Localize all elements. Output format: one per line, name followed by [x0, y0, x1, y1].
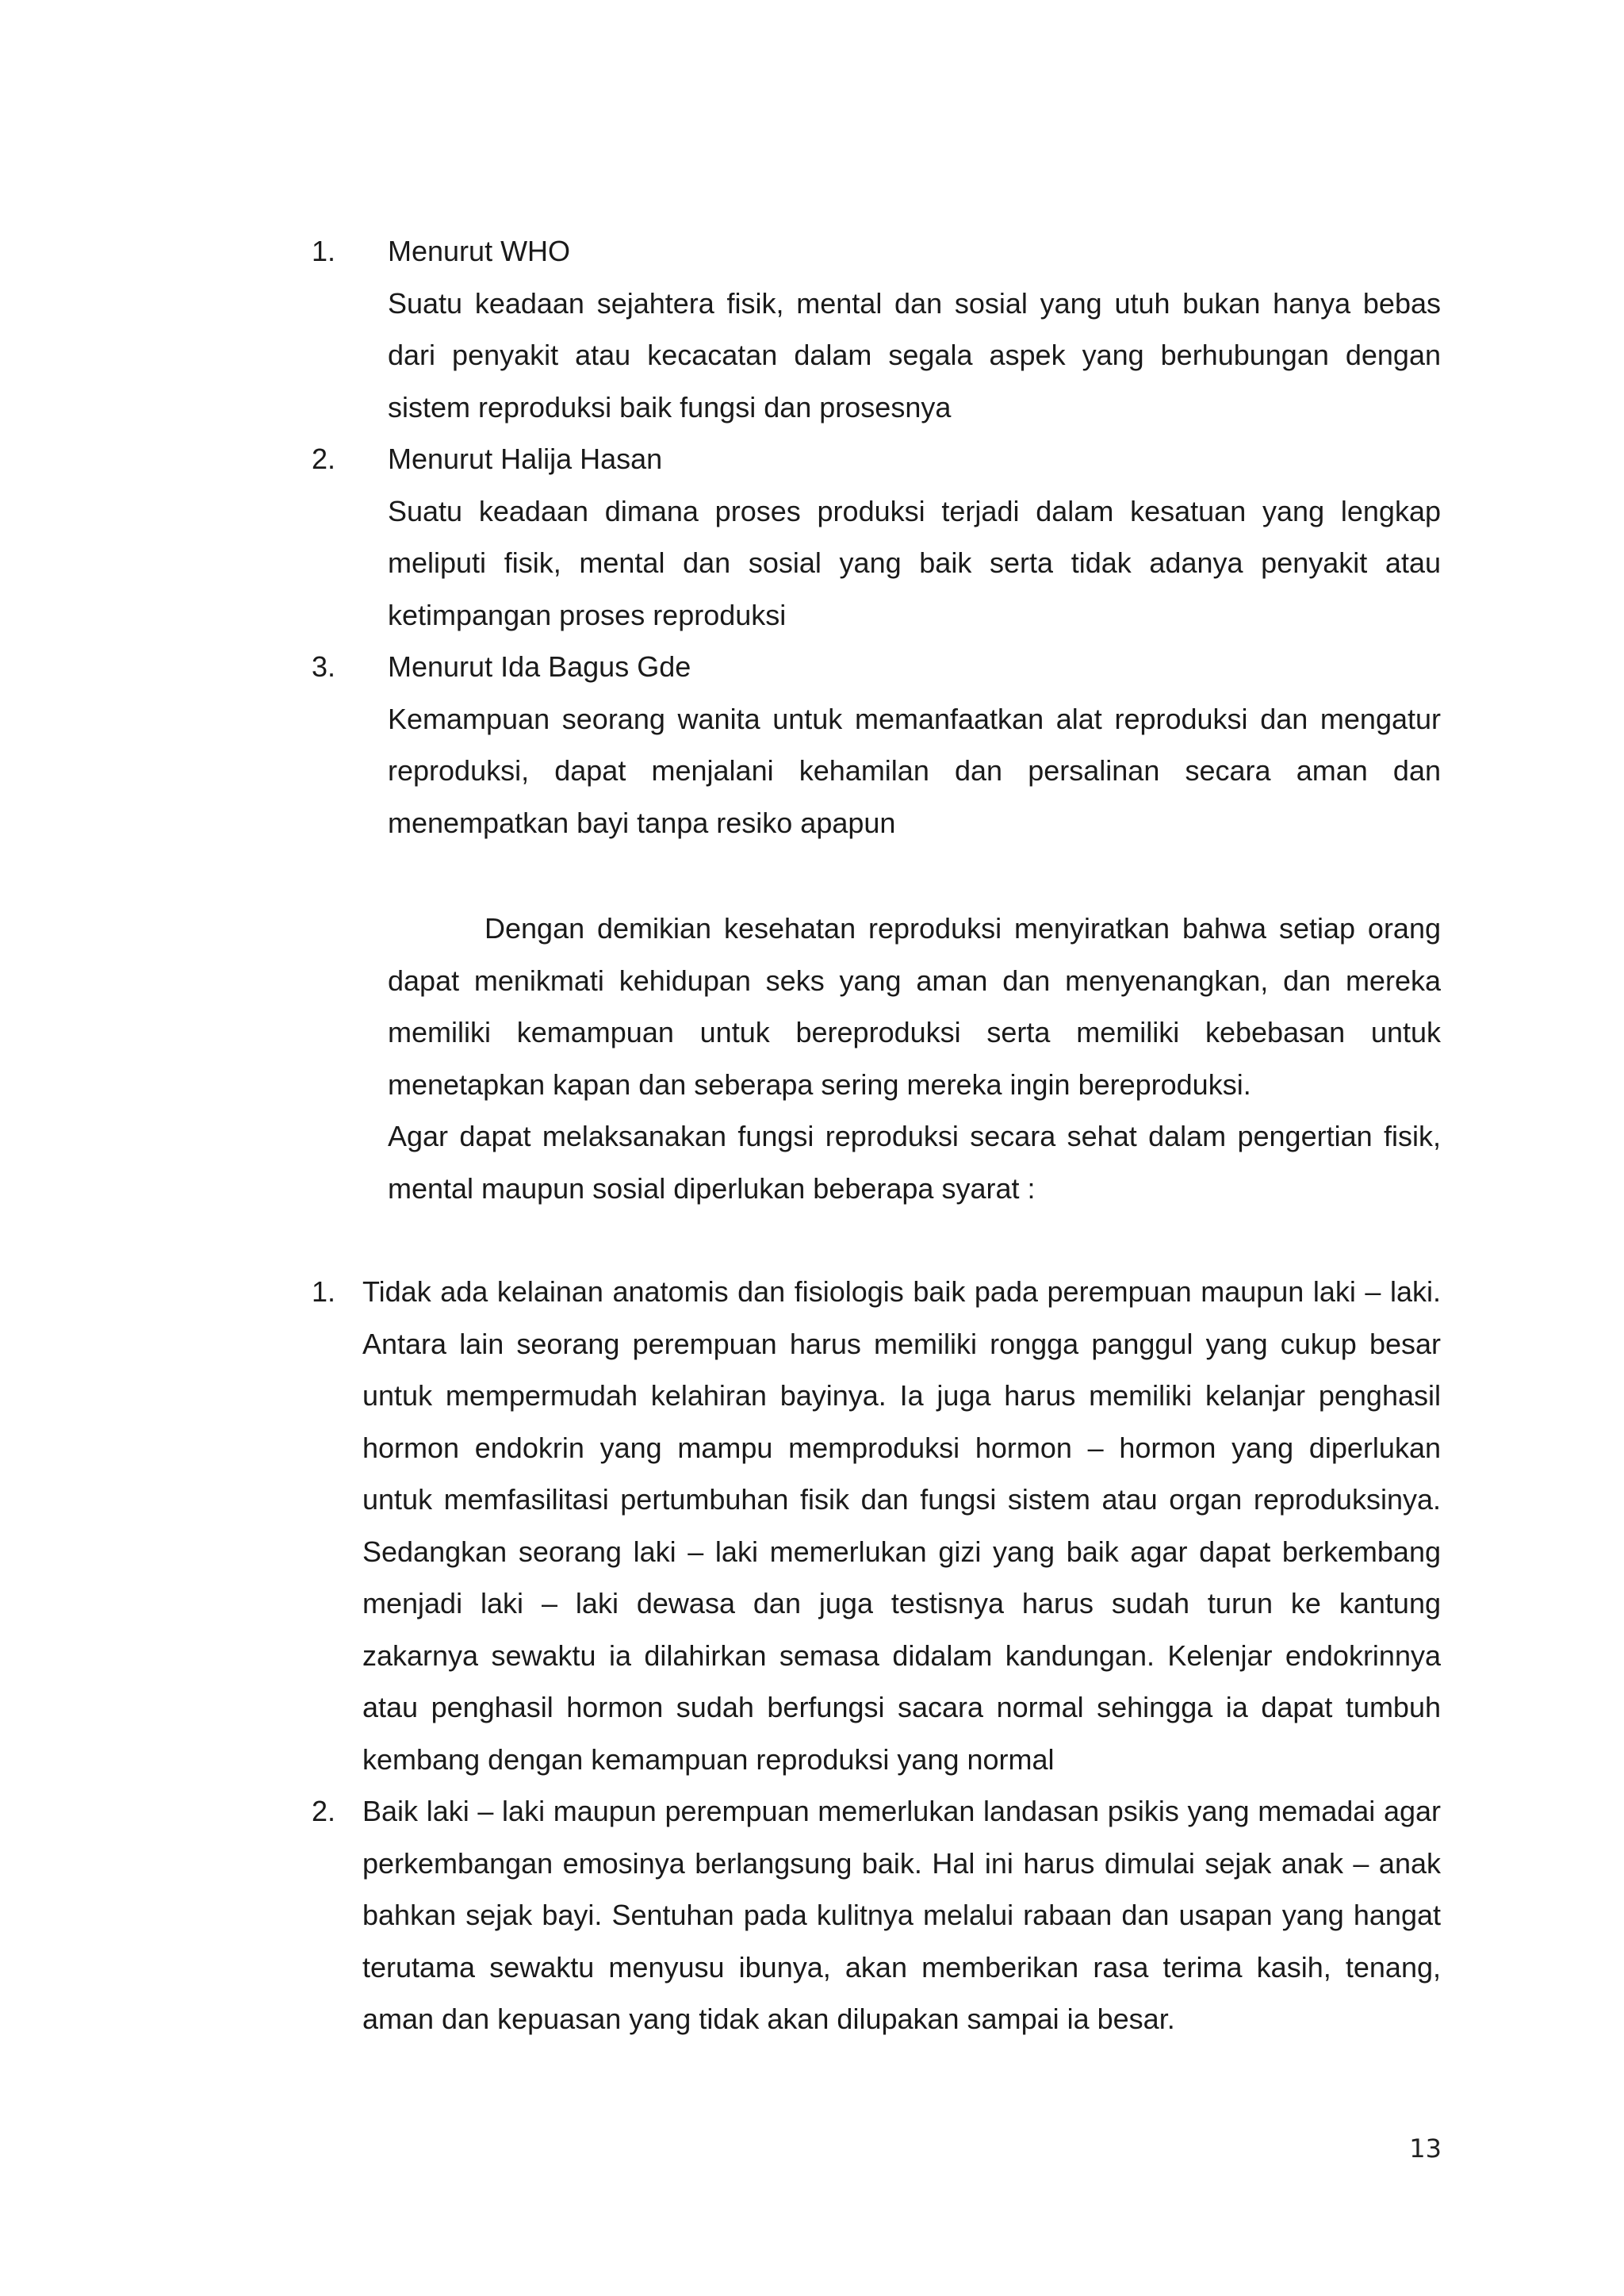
definition-item — [312, 433, 1441, 641]
list-number: 2. — [312, 443, 336, 475]
definition-item — [312, 641, 1441, 849]
requirement-text: Baik laki – laki maupun perempuan memerlukan landasan psikis yang memadai agar perkembangan emosinya berlangsung baik. Hal ini harus dimulai sejak anak – anak bahkan sejak bayi. Sentuhan pada kulitnya melalui rabaan dan usapan yang hangat terutama sewaktu menyusu ibunya, akan memberikan rasa terima kasih, tenang, aman dan kepuasan yang tidak akan dilupakan sampai ia besar. — [362, 1795, 1441, 2035]
definition-text: Kemampuan seorang wanita untuk memanfaatkan alat reproduksi dan mengatur reproduksi, dapat menjalani kehamilan dan persalinan secara aman dan menempatkan bayi tanpa resiko apapun — [388, 702, 1441, 839]
page-number: 13 — [1409, 2133, 1442, 2164]
requirement-item — [312, 1785, 1441, 2045]
body-paragraph: Agar dapat melaksanakan fungsi reproduksi secara sehat dalam pengertian fisik, mental maupun sosial diperlukan beberapa syarat : — [388, 1120, 1441, 1205]
definitions-list — [312, 225, 1441, 849]
definition-heading: Menurut Ida Bagus Gde — [388, 650, 691, 683]
requirement-text: Tidak ada kelainan anatomis dan fisiologis baik pada perempuan maupun laki – laki. Antara lain seorang perempuan harus memiliki rongga panggul yang cukup besar untuk mempermudah kelahiran bayinya. Ia juga harus memiliki kelanjar penghasil hormon endokrin yang mampu memproduksi hormon – hormon yang diperlukan untuk memfasilitasi pertumbuhan fisik dan fungsi sistem atau organ reproduksinya. Sedangkan seorang laki – laki memerlukan gizi yang baik agar dapat berkembang menjadi laki – laki dewasa dan juga testisnya harus sudah turun ke kantung zakarnya sewaktu ia dilahirkan semasa didalam kandungan. Kelenjar endokrinnya atau penghasil hormon sudah berfungsi sacara normal sehingga ia dapat tumbuh kembang dengan kemampuan reproduksi yang normal — [362, 1275, 1441, 1776]
list-number: 1. — [312, 1275, 336, 1308]
body-paragraph: Dengan demikian kesehatan reproduksi menyiratkan bahwa setiap orang dapat menikmati kehidupan seks yang aman dan menyenangkan, dan mereka memiliki kemampuan untuk bereproduksi serta memiliki kebebasan untuk menetapkan kapan dan seberapa sering mereka ingin bereproduksi. — [388, 912, 1441, 1101]
definition-heading: Menurut WHO — [388, 235, 571, 267]
requirement-item — [312, 1266, 1441, 1785]
list-number: 3. — [312, 650, 336, 683]
requirements-list — [312, 1266, 1441, 2045]
definition-heading: Menurut Halija Hasan — [388, 443, 663, 475]
definition-item — [312, 225, 1441, 433]
definition-text: Suatu keadaan sejahtera fisik, mental dan sosial yang utuh bukan hanya bebas dari penyakit atau kecacatan dalam segala aspek yang berhubungan dengan sistem reproduksi baik fungsi dan prosesnya — [388, 286, 1441, 424]
definition-text: Suatu keadaan dimana proses produksi terjadi dalam kesatuan yang lengkap meliputi fisik, mental dan sosial yang baik serta tidak adanya penyakit atau ketimpangan proses reproduksi — [388, 494, 1441, 631]
list-number: 2. — [312, 1795, 336, 1827]
list-number: 1. — [312, 235, 336, 267]
